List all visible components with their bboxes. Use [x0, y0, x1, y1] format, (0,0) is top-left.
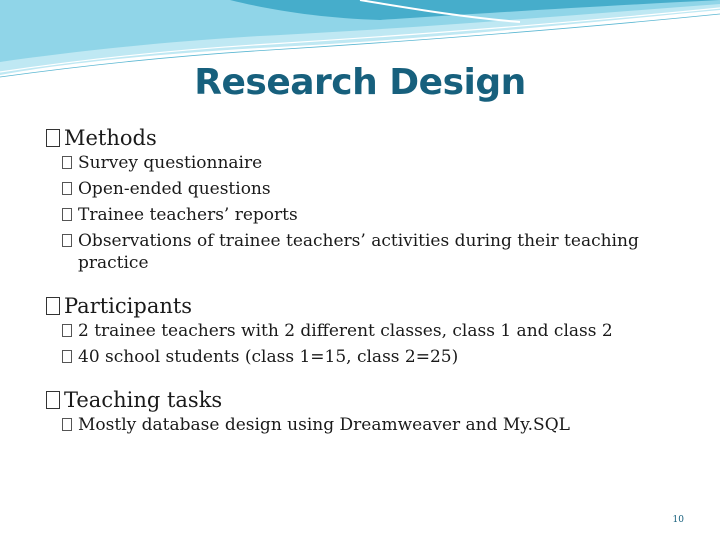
- list-item-text: Open-ended questions: [78, 179, 271, 199]
- section-heading: [46, 124, 686, 152]
- section-participants: [46, 292, 686, 368]
- list-item: [62, 178, 686, 200]
- section-heading-text: Teaching tasks: [64, 388, 223, 412]
- page-number: 10: [672, 515, 684, 525]
- section-methods: [46, 124, 686, 274]
- bullet-box-icon: [62, 182, 72, 195]
- slide-title: Research Design: [194, 62, 526, 103]
- slide-body: [46, 124, 686, 454]
- list-item: [62, 230, 686, 274]
- section-heading: [46, 386, 686, 414]
- list-item: [62, 320, 686, 342]
- list-item-text: 2 trainee teachers with 2 different classes, class 1 and class 2: [78, 321, 613, 341]
- section-heading: [46, 292, 686, 320]
- list-item: [62, 346, 686, 368]
- bullet-box-icon: [46, 297, 60, 315]
- list-item: [62, 414, 686, 436]
- section-heading-text: Methods: [64, 126, 157, 150]
- section-teaching-tasks: [46, 386, 686, 436]
- bullet-box-icon: [46, 391, 60, 409]
- section-heading-text: Participants: [64, 294, 193, 318]
- list-item: [62, 152, 686, 174]
- list-item-text: Trainee teachers’ reports: [78, 205, 298, 225]
- list-item-text: Survey questionnaire: [78, 153, 263, 173]
- bullet-box-icon: [62, 156, 72, 169]
- list-item-text: Mostly database design using Dreamweaver and My.SQL: [78, 415, 570, 435]
- bullet-box-icon: [62, 234, 72, 247]
- bullet-box-icon: [62, 418, 72, 431]
- bullet-box-icon: [62, 324, 72, 337]
- bullet-box-icon: [62, 350, 72, 363]
- list-item: [62, 204, 686, 226]
- bullet-box-icon: [62, 208, 72, 221]
- bullet-box-icon: [46, 129, 60, 147]
- list-item-text: Observations of trainee teachers’ activities during their teaching practice: [78, 231, 639, 273]
- list-item-text: 40 school students (class 1=15, class 2=25): [78, 347, 459, 367]
